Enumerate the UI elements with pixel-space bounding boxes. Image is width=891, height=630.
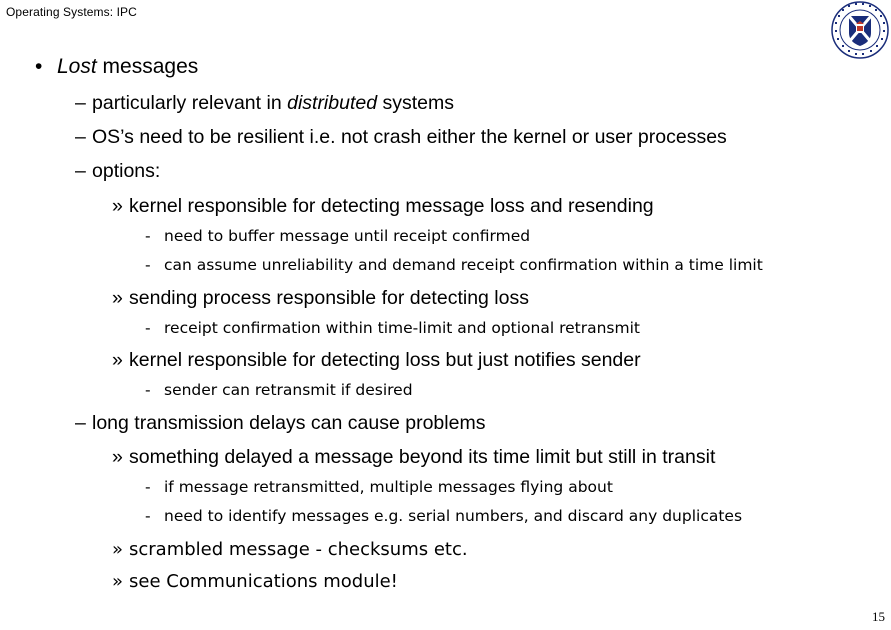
detail-text: if message retransmitted, multiple messages flying about [164, 478, 613, 496]
detail-text: need to identify messages e.g. serial numbers, and discard any duplicates [164, 507, 743, 525]
option-text: scrambled message - checksums etc. [129, 539, 468, 560]
detail-text: need to buffer message until receipt confirmed [164, 227, 531, 245]
option-text: kernel responsible for detecting message loss and resending [129, 195, 654, 217]
slide-header: Operating Systems: IPC [6, 5, 137, 19]
option-kernel-notifies [112, 349, 641, 372]
detail-assume-unreliability [145, 256, 763, 274]
page-number: 15 [872, 609, 885, 624]
option-communications-module [112, 571, 398, 592]
chevron-marker: » [112, 195, 123, 217]
hyphen-marker: - [145, 507, 151, 525]
subbullet-text: OS’s need to be resilient i.e. not crash either the kernel or user processes [92, 126, 727, 148]
subbullet-text: particularly relevant in [92, 92, 288, 114]
detail-sender-retransmit [145, 381, 413, 399]
dash-marker: – [75, 126, 86, 148]
emphasis-lost: Lost [57, 55, 97, 78]
subbullet-options [75, 160, 160, 183]
chevron-marker: » [112, 287, 123, 309]
option-text: sending process responsible for detecting loss [129, 287, 529, 309]
subbullet-text: systems [377, 92, 454, 114]
university-crest-icon [830, 0, 890, 60]
chevron-marker: » [112, 571, 124, 592]
detail-text: receipt confirmation within time-limit and optional retransmit [164, 319, 640, 337]
detail-receipt-confirmation [145, 319, 640, 337]
detail-multiple-messages [145, 478, 613, 496]
dash-marker: – [75, 92, 86, 114]
hyphen-marker: - [145, 478, 151, 496]
hyphen-marker: - [145, 256, 151, 274]
option-delayed-message [112, 446, 715, 469]
detail-buffer-message [145, 227, 530, 245]
bullet-marker: • [35, 55, 43, 78]
detail-identify-messages [145, 507, 742, 525]
option-text: kernel responsible for detecting loss but just notifies sender [129, 349, 641, 371]
option-text: something delayed a message beyond its time limit but still in transit [129, 446, 716, 468]
chevron-marker: » [112, 539, 124, 560]
emphasis-distributed: distributed [287, 92, 378, 114]
option-kernel-resending [112, 195, 654, 218]
chevron-marker: » [112, 446, 123, 468]
subbullet-text: options: [92, 160, 161, 182]
hyphen-marker: - [145, 319, 151, 337]
subbullet-long-delays [75, 412, 485, 435]
option-text: see Communications module! [129, 571, 398, 592]
bullet-text: messages [96, 55, 199, 78]
detail-text: sender can retransmit if desired [164, 381, 413, 399]
subbullet-distributed [75, 92, 454, 115]
option-scrambled-message [112, 539, 468, 560]
detail-text: can assume unreliability and demand receipt confirmation within a time limit [164, 256, 763, 274]
dash-marker: – [75, 160, 86, 182]
chevron-marker: » [112, 349, 123, 371]
hyphen-marker: - [145, 381, 151, 399]
subbullet-text: long transmission delays can cause problems [92, 412, 486, 434]
option-sending-process [112, 287, 529, 310]
dash-marker: – [75, 412, 86, 434]
subbullet-resilient [75, 126, 727, 149]
hyphen-marker: - [145, 227, 151, 245]
bullet-lost-messages [35, 55, 198, 79]
